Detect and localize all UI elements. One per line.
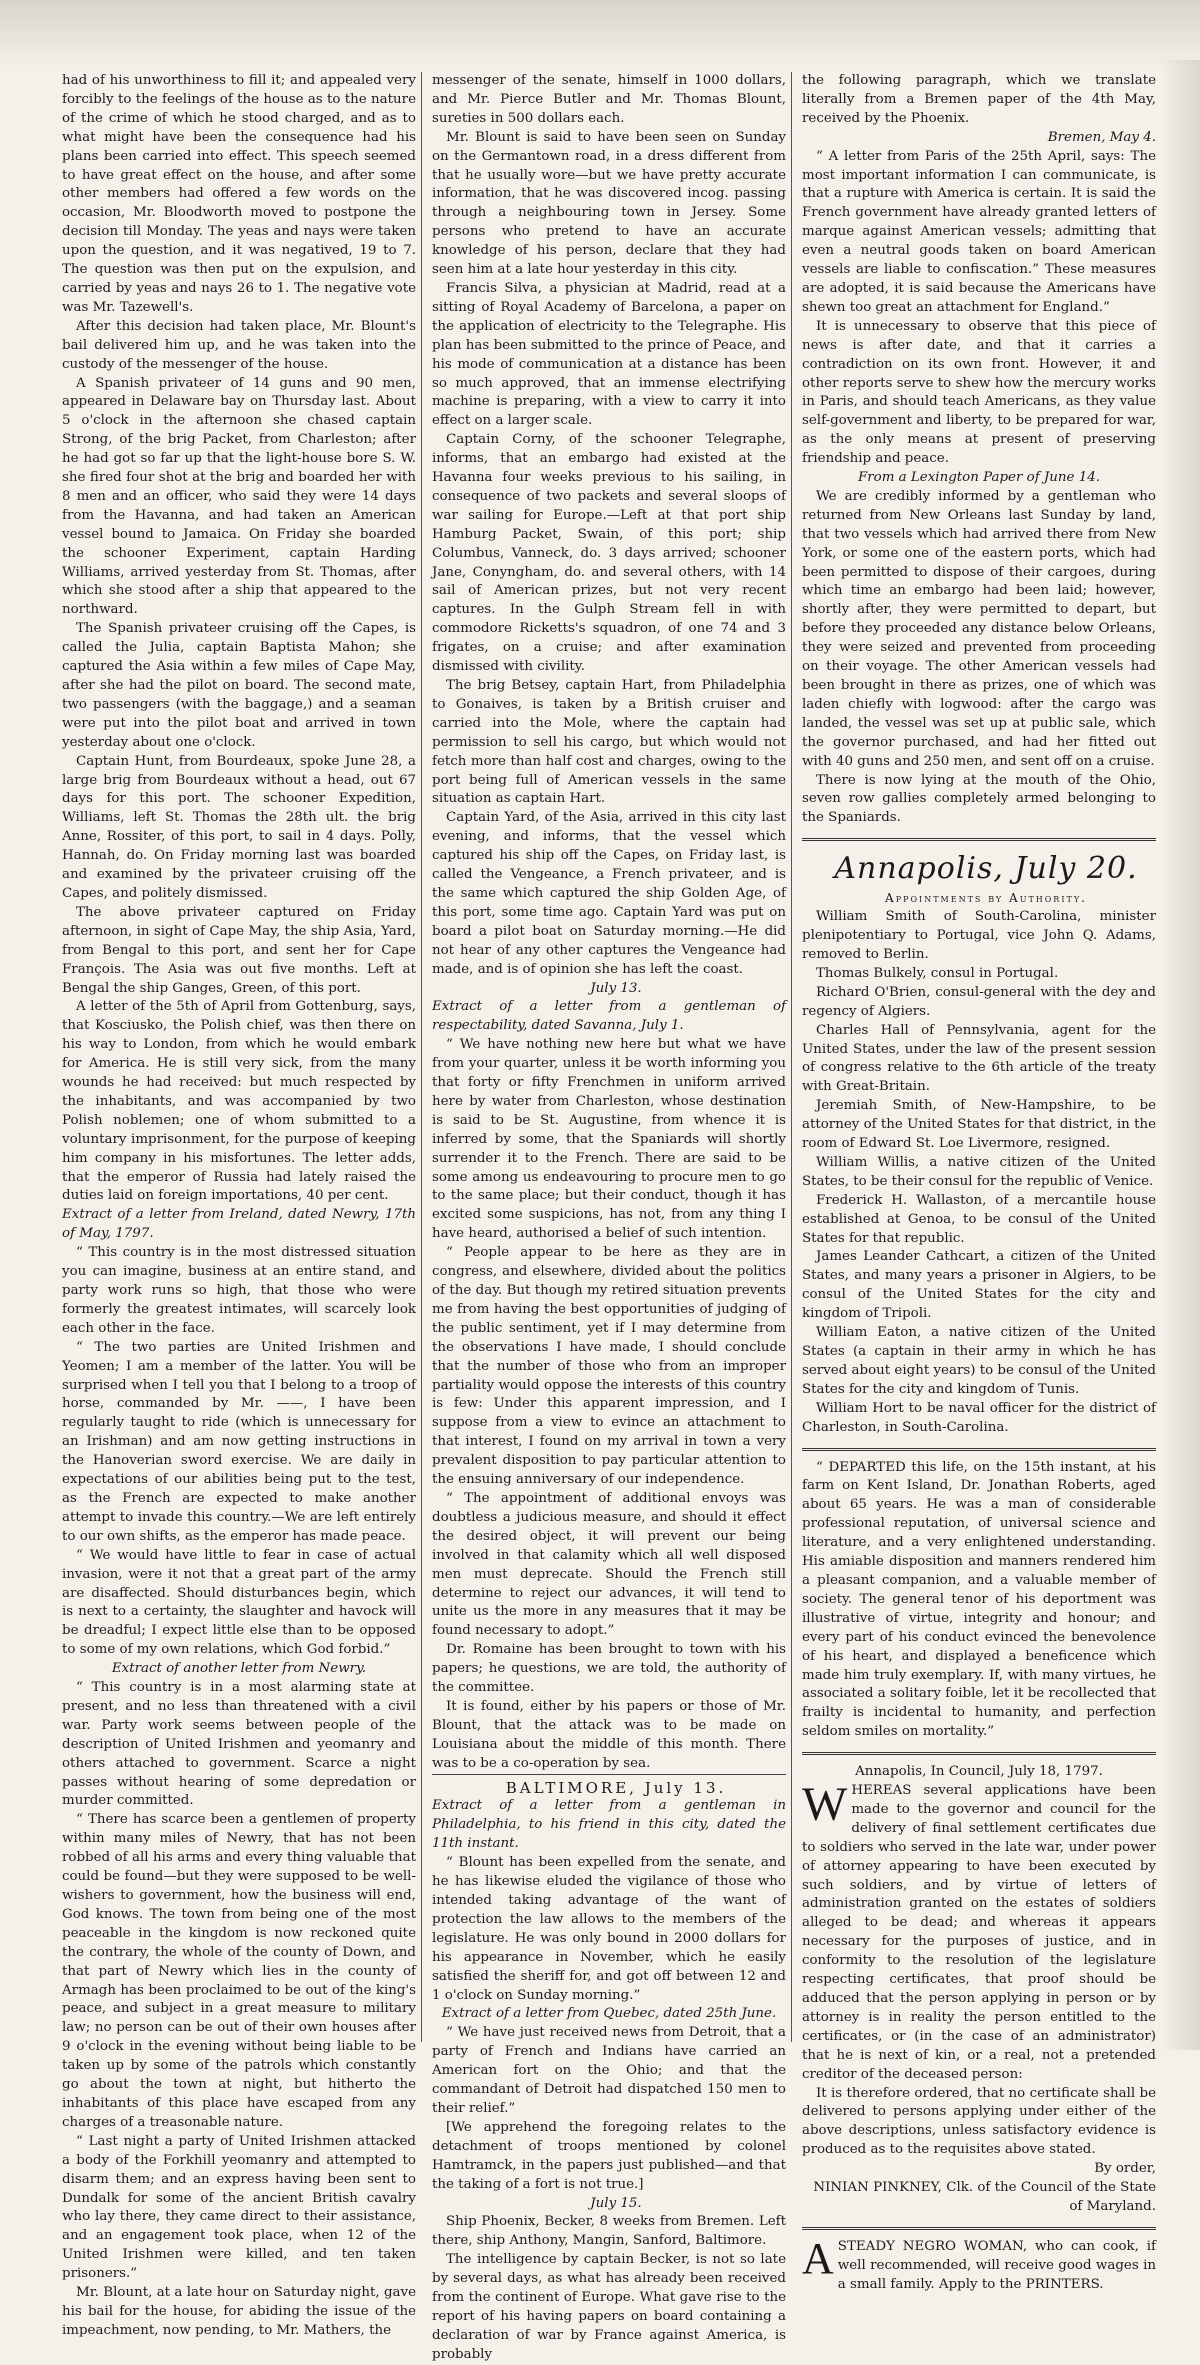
article-paragraph: “ We have nothing new here but what we have from your quarter, unless it be worth informing you that forty or fifty Frenchmen in uniform arrived here by water from Charleston, whose destination is said to be St. Augustine, from whence it is inferred by some, that the Spaniards will shortly surrender it to the French. There are said to be some among us endeavouring to procure men to go to the same place; but their conduct, though it has excited some suspicions, has not, from any thing I have heard, authorised a belief of such intention. <box>432 1037 786 1242</box>
article-paragraph: “ People appear to be here as they are in congress, and elsewhere, divided about the politics of the day. But though my retired situation prevents me from having the best opportunities of judging of the public sentiment, yet if I may determine from the observations I have made, I should conclude that the number of those who from an improper partiality would oppose the interests of this country is few: Under this apparent impression, and I suppose from a view to evince an attachment to that interest, I found on my arrival in town a very prevalent disposition to pay particular attention to the ensuing anniversary of our independence. <box>432 1245 786 1488</box>
by-order: By order, <box>1094 2161 1156 2177</box>
council-order: It is therefore ordered, that no certificate shall be delivered to persons applying under either of the above descriptions, unless satisfactory evidence is produced as to the requisites above stated. <box>802 2085 1156 2158</box>
article-paragraph: Captain Corny, of the schooner Telegraphe, informs, that an embargo had existed at the Havanna four weeks previous to his sailing, in consequence of two packets and several sloops of war sailing for Europe.—Left at that port ship Hamburg Packet, Swain, of this port; ship Columbus, Vanneck, do. 3 days arrived; schooner Jane, Conyngham, do. and several others, with 14 sail of American prizes, but not very recent captures. In the Gulph Stream fell in with commodore Ricketts's squadron, of one 74 and 3 frigates, on a cruise; and after examination dismissed with civility. <box>432 432 786 675</box>
article-paragraph: “ Last night a party of United Irishmen attacked a body of the Forkhill yeomanry and attempted to disarm them; and an express having been sent to Dundalk for some of the ancient British cavalry who lay there, they came direct to their assistance, and an engagement took place, when 12 of the United Irishmen were killed, and ten taken prisoners.” <box>62 2133 416 2282</box>
advertisement <box>802 2233 1156 2295</box>
article-paragraph: Mr. Blount, at a late hour on Saturday night, gave his bail for the house, for abiding the issue of the impeachment, now pending, to Mr. Mathers, the <box>62 2285 416 2338</box>
page-top-edge <box>0 0 1200 70</box>
article-paragraph: “ This country is in the most distressed situation you can imagine, business at an entire stand, and party work runs so high, that those who were formerly the greatest intimates, will scarcely look each other in the face. <box>62 1245 416 1336</box>
appointments-heading: Appointments by Authority. <box>885 891 1087 906</box>
article-paragraph: “ There has scarce been a gentlemen of property within many miles of Newry, that has not been robbed of all his arms and every thing valuable that could be found—but they were supposed to be well-wishers to government, how the business will end, God knows. The town from being one of the most peaceable in the kingdom is now reckoned quite the contrary, the whole of the county of Down, and that part of Newry which lies in the county of Armagh has been proclaimed to be out of the king's peace, and subject in a great measure to military law; no person can be out of their own houses after 9 o'clock in the evening without being liable to be taken up by some of the patrols which constantly go about the town at night, but hitherto the inhabitants of this place have escaped from any charges of a treasonable nature. <box>62 1812 416 2130</box>
appointment-item: William Willis, a native citizen of the United States, to be their consul for the republic of Venice. <box>802 1154 1156 1189</box>
article-paragraph: The Spanish privateer cruising off the Capes, is called the Julia, captain Baptista Mahon; she captured the Asia within a few miles of Cape May, after she had the pilot on board. The second mate, two passengers (with the baggage,) and a seaman were put into the pilot boat and arrived in town yesterday about one o'clock. <box>62 621 416 750</box>
appointment-item: Jeremiah Smith, of New-Hampshire, to be attorney of the United States for that district, in the room of Edward St. Loe Livermore, resigned. <box>802 1098 1156 1152</box>
council-notice <box>802 1778 1156 2085</box>
section-divider <box>802 1752 1156 1755</box>
article-paragraph: had of his unworthiness to fill it; and appealed very forcibly to the feelings of the house as to the nature of the crime of which he stood charged, and as to what might have been the consequence had his plans been carried into effect. This speech seemed to have great effect on the house, and after some other members had offered a few words on the occasion, Mr. Bloodworth moved to postpone the decision till Monday. The yeas and nays were taken upon the question, and it was negatived, 19 to 7. The question was then put on the expulsion, and carried by yeas and nays 26 to 1. The negative vote was Mr. Tazewell's. <box>62 73 416 315</box>
article-paragraph: Mr. Blount is said to have been seen on Sunday on the Germantown road, in a dress different from that he usually wore—but we have pretty accurate information, that he was discovered incog. passing through a neighbouring town in Jersey. Some persons who pretend to have an accurate knowledge of his person, declare that they had seen him at a late hour yesterday in this city. <box>432 129 786 278</box>
column-rule-2 <box>791 72 792 2042</box>
article-paragraph: “ We have just received news from Detroit, that a party of French and Indians have carried an American fort on the Ohio; and that the commandant of Detroit had dispatched 150 men to their relief.” <box>432 2025 786 2116</box>
page-right-shadow <box>1160 60 1200 2050</box>
column-2 <box>432 72 786 2362</box>
article-paragraph: We are credibly informed by a gentleman who returned from New Orleans last Sunday by land, that two vessels which had arrived there from New York, or some one of the eastern ports, which had been permitted to dispose of their cargoes, during which time an embargo had been laid; however, shortly after, they were permitted to depart, but before they proceeded any distance below Orleans, they were seized and prevented from proceeding on their voyage. The other American vessels had been brought in there as prizes, one of which was laden chiefly with logwood: after the cargo was landed, the vessel was set up at public sale, which the governor purchased, and had her fitted out with 40 guns and 250 men, and sent off on a cruise. <box>802 488 1156 769</box>
appointment-item: Thomas Bulkely, consul in Portugal. <box>816 965 1059 981</box>
dateline: July 13. <box>590 980 642 996</box>
article-paragraph: The intelligence by captain Becker, is not so late by several days, as what has already been received from the continent of Europe. What gave rise to the report of his having papers on board containing a declaration of war by France against America, is probably <box>432 2252 786 2362</box>
section-divider <box>802 838 1156 841</box>
article-paragraph: After this decision had taken place, Mr. Blount's bail delivered him up, and he was taken into the custody of the messenger of the house. <box>62 318 416 372</box>
article-paragraph: “ This country is in a most alarming state at present, and no less than threatened with a civil war. Party work seems between people of the description of United Irishmen and yeomanry and others attached to government. Scarce a night passes without hearing of some depredation or murder committed. <box>62 1680 416 1809</box>
article-paragraph: messenger of the senate, himself in 1000 dollars, and Mr. Pierce Butler and Mr. Thomas Blount, sureties in 500 dollars each. <box>432 73 786 126</box>
appointment-item: William Smith of South-Carolina, minister plenipotentiary to Portugal, vice John Q. Adams, removed to Berlin. <box>802 909 1156 962</box>
article-paragraph: “ The two parties are United Irishmen and Yeomen; I am a member of the latter. You will be surprised when I tell you that I belong to a troop of horse, commanded by Mr. ——, I have been regularly taught to ride (which is unnecessary for an Irishman) and am now getting instructions in the Hanoverian sword exercise. We are daily in expectations of our abilities being put to the test, as the French are expected to make another attempt to invade this country.—We are left entirely to our own shifts, as the emperor has made peace. <box>62 1339 416 1544</box>
extract-heading: Extract of a letter from Ireland, dated Newry, 17th of May, 1797. <box>62 1207 416 1242</box>
section-divider <box>802 1448 1156 1451</box>
obituary-notice: “ DEPARTED this life, on the 15th instant, at his farm on Kent Island, Dr. Jonathan Roberts, aged about 65 years. He was a man of considerable professional reputation, of universal science and literature, and a very enlightened understanding. His amiable disposition and manners rendered him a pleasant companion, and a valuable member of society. The general tenor of his deportment was illustrative of virtue, integrity and honour; and every part of his conduct evinced the benevolence of his heart, and displayed a beneficence which made him truly exemplary. If, with many virtues, he associated a solitary foible, let it be recollected that frailty is incidental to humanity, and perfection seldom smiles on mortality.” <box>802 1459 1156 1740</box>
article-paragraph: A Spanish privateer of 14 guns and 90 men, appeared in Delaware bay on Thursday last. About 5 o'clock in the afternoon she chased captain Strong, of the brig Packet, from Charleston; after he had got so far up that the light-house bore S. W. she fired four shot at the brig and boarded her with 8 men and an officer, who said they were 14 days from the Havanna, and had taken an American vessel bound to Jamaica. On Friday she boarded the schooner Experiment, captain Harding Williams, arrived yesterday from St. Thomas, after which she stood after a ship that appeared to the northward. <box>62 375 416 618</box>
article-paragraph: There is now lying at the mouth of the Ohio, seven row gallies completely armed belonging to the Spaniards. <box>802 772 1156 826</box>
article-paragraph: the following paragraph, which we translate literally from a Bremen paper of the 4th May, received by the Phoenix. <box>802 73 1156 126</box>
article-paragraph: Ship Phoenix, Becker, 8 weeks from Bremen. Left there, ship Anthony, Mangin, Sanford, Baltimore. <box>432 2214 786 2249</box>
column-rule-1 <box>421 72 422 2042</box>
article-paragraph: “ The appointment of additional envoys was doubtless a judicious measure, and should it effect the desired object, it will prevent our being involved in that calamity which all well disposed men must deprecate. Should the French still determine to reject our advances, it will tend to unite us the more in any measures that it may be found necessary to adopt.” <box>432 1490 786 1639</box>
article-paragraph: The brig Betsey, captain Hart, from Philadelphia to Gonaives, is taken by a British cruiser and carried into the Mole, where the captain had permission to sell his cargo, but which would not fetch more than half cost and charges, owing to the port being full of American vessels in the same situation as captain Hart. <box>432 678 786 807</box>
article-paragraph: [We apprehend the foregoing relates to the detachment of troops mentioned by colonel Hamtramck, in the papers just published—and that the taking of a fort is not true.] <box>432 2119 786 2192</box>
section-divider <box>802 2227 1156 2230</box>
section-heading-annapolis: Annapolis, July 20. <box>834 851 1138 887</box>
appointment-item: Richard O'Brien, consul-general with the dey and regency of Algiers. <box>802 984 1156 1019</box>
appointment-item: William Eaton, a native citizen of the United States (a captain in their army in which he has served about eight years) to be consul of the United States for the city and kingdom of Tunis. <box>802 1325 1156 1397</box>
dateline: July 15. <box>590 2195 642 2211</box>
appointment-item: Charles Hall of Pennsylvania, agent for the United States, under the law of the present session of congress relative to the 6th article of the treaty with Great-Britain. <box>802 1022 1156 1095</box>
drop-cap: W <box>802 1778 848 1832</box>
council-notice-text: HEREAS several applications have been made to the governor and council for the delivery of final settlement certificates due to soldiers who served in the late war, under power of attorney appearing to have been executed by such soldiers, and by virtue of letters of administration granted on the estates of soldiers alleged to be dead; and whereas it appears necessary for the purposes of justice, and in conformity to the resolution of the legislature respecting certificates, that proof should be adduced that the person applying in person or by attorney is in reality the person entitled to the certificates, or (in the case of an administrator) that he is next of kin, or a real, not a pretended creditor of the deceased person: <box>802 1783 1156 2082</box>
extract-heading: Extract of another letter from Newry. <box>111 1661 367 1677</box>
article-paragraph: The above privateer captured on Friday afternoon, in sight of Cape May, the ship Asia, Yard, from Bengal to this port, and sent her for Cape François. The Asia was out five months. Left at Bengal the ship Ganges, Green, of this port. <box>62 904 416 996</box>
council-dateline: Annapolis, In Council, July 18, 1797. <box>855 1764 1103 1780</box>
column-3 <box>802 72 1156 2292</box>
extract-heading: Extract of a letter from Quebec, dated 25th June. <box>441 2006 777 2022</box>
appointment-item: James Leander Cathcart, a citizen of the United States, and many years a prisoner in Algiers, to be consul of the United States for the city and kingdom of Tripoli. <box>802 1249 1156 1322</box>
article-paragraph: Dr. Romaine has been brought to town with his papers; he questions, we are told, the authority of the committee. <box>432 1642 786 1696</box>
extract-heading: From a Lexington Paper of June 14. <box>857 470 1101 486</box>
appointment-item: William Hort to be naval officer for the district of Charleston, in South-Carolina. <box>802 1400 1156 1435</box>
article-paragraph: “ Blount has been expelled from the senate, and he has likewise eluded the vigilance of those who intended taking advantage of the want of protection the law allows to the members of the legislature. He was only bound in 2000 dollars for his appearance in November, which he easily satisfied the sheriff for, and got off between 12 and 1 o'clock on Sunday morning.” <box>432 1855 786 2003</box>
article-paragraph: A letter of the 5th of April from Gottenburg, says, that Kosciusko, the Polish chief, was then there on his way to London, from which he would embark for America. He is still very sick, from the many wounds he had received: but much respected by the inhabitants, and was accompanied by two Polish noblemen; one of whom submitted to a voluntary imprisonment, for the purpose of keeping him company in his misfortunes. The letter adds, that the emperor of Russia had lately raised the duties laid on foreign importations, 40 per cent. <box>62 999 416 1204</box>
article-paragraph: “ A letter from Paris of the 25th April, says: The most important information I can communicate, is that a rupture with America is certain. It is said the French government have already granted letters of marque against American vessels; admitting that even a neutral goods taken on board American vessels are liable to confiscation.” These measures are adopted, it is said because the Americans have shewn too great an attachment for England.” <box>802 148 1156 315</box>
article-paragraph: Francis Silva, a physician at Madrid, read at a sitting of Royal Academy of Barcelona, a paper on the application of electricity to the Telegraphe. His plan has been submitted to the prince of Peace, and his mode of communication at a distance has been so much approved, that an immense electrifying machine is preparing, with a view to carry it into effect on a larger scale. <box>432 280 786 429</box>
column-1 <box>62 72 416 2338</box>
extract-heading: Extract of a letter from a gentleman of respectability, dated Savanna, July 1. <box>432 999 786 1034</box>
article-paragraph: It is found, either by his papers or those of Mr. Blount, that the attack was to be made on Louisiana about the middle of this month. There was to be a co-operation by sea. <box>432 1698 786 1771</box>
dateline: Bremen, May 4. <box>1047 129 1156 145</box>
signer: NINIAN PINKNEY, Clk. of the Council of the State of Maryland. <box>813 2180 1156 2214</box>
article-paragraph: “ We would have little to fear in case of actual invasion, were it not that a great part of the army are disaffected. Should disturbances begin, which is next to a certainty, the slaughter and havock will be dreadful; I expect little else than to be opposed to some of my own relations, which God forbid.” <box>62 1547 416 1658</box>
appointment-item: Frederick H. Wallaston, of a mercantile house established at Genoa, to be consul of the United States for that republic. <box>802 1192 1156 1246</box>
article-paragraph: Captain Yard, of the Asia, arrived in this city last evening, and informs, that the vessel which captured his ship off the Capes, on Friday last, is called the Vengeance, a French privateer, and is the same which captured the ship Golden Age, of this port, some time ago. Captain Yard was put on board a pilot boat on Saturday morning.—He did not hear of any other captures the Vengeance had made, and is of opinion she has left the coast. <box>432 810 786 977</box>
section-heading-baltimore: BALTIMORE, July 13. <box>432 1774 786 1798</box>
article-paragraph: It is unnecessary to observe that this piece of news is after date, and that it carries a contradiction on its own front. However, it and other reports serve to shew how the mercury works in Paris, and should teach Americans, as they value self-government and liberty, to be prepared for war, as the only means at present of preserving friendship and peace. <box>802 318 1156 467</box>
article-paragraph: Captain Hunt, from Bourdeaux, spoke June 28, a large brig from Bourdeaux without a head, out 67 days for this port. The schooner Expedition, Williams, left St. Thomas the 28th ult. the brig Anne, Rossiter, of this port, to sail in 4 days. Polly, Hannah, do. On Friday morning last was boarded and examined by the privateer cruising off the Capes, and politely dismissed. <box>62 753 416 901</box>
extract-heading: Extract of a letter from a gentleman in Philadelphia, to his friend in this city, dated the 11th instant. <box>432 1798 786 1852</box>
advertisement-text: STEADY NEGRO WOMAN, who can cook, if well recommended, will receive good wages in a small family. Apply to the PRINTERS. <box>837 2238 1156 2292</box>
ad-initial: A <box>802 2233 834 2283</box>
